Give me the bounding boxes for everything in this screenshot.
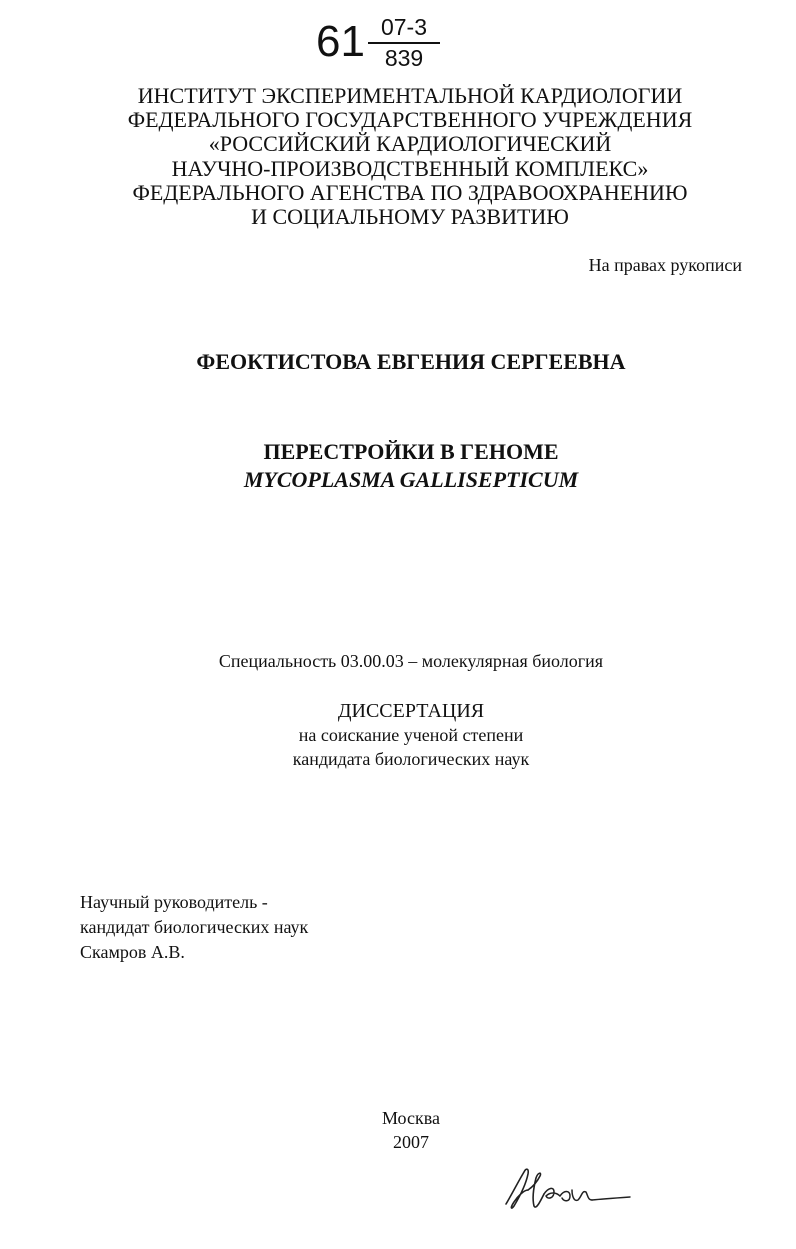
place-and-year bbox=[0, 1106, 796, 1154]
supervisor-name: Скамров А.В. bbox=[80, 942, 185, 962]
institution-line: ИНСТИТУТ ЭКСПЕРИМЕНТАЛЬНОЙ КАРДИОЛОГИИ bbox=[137, 83, 683, 108]
title-line: ПЕРЕСТРОЙКИ В ГЕНОМЕ bbox=[263, 439, 559, 464]
specialty: Специальность 03.00.03 – молекулярная биология bbox=[218, 651, 604, 671]
title-species-name: MYCOPLASMA GALLISEPTICUM bbox=[243, 467, 579, 492]
institution-line: «РОССИЙСКИЙ КАРДИОЛОГИЧЕСКИЙ bbox=[208, 131, 612, 157]
year: 2007 bbox=[393, 1132, 429, 1152]
institution-line: ФЕДЕРАЛЬНОГО АГЕНСТВА ПО ЗДРАВООХРАНЕНИЮ bbox=[132, 179, 688, 205]
dissertation-title bbox=[0, 438, 796, 494]
city: Москва bbox=[382, 1108, 440, 1128]
supervisor-block bbox=[80, 890, 308, 965]
institution-line: И СОЦИАЛЬНОМУ РАЗВИТИЮ bbox=[251, 204, 569, 230]
institution-line: ФЕДЕРАЛЬНОГО ГОСУДАРСТВЕННОГО УЧРЕЖДЕНИЯ bbox=[127, 107, 693, 133]
supervisor-degree: кандидат биологических наук bbox=[80, 917, 309, 937]
signature-icon bbox=[498, 1160, 634, 1216]
dissertation-degree-line: кандидата биологических наук bbox=[292, 749, 530, 769]
catalog-code-denominator: 839 bbox=[384, 45, 424, 71]
author-name: ФЕОКТИСТОВА ЕВГЕНИЯ СЕРГЕЕВНА bbox=[196, 349, 626, 374]
catalog-code-numerator: 07-3 bbox=[380, 14, 428, 40]
dissertation-heading: ДИССЕРТАЦИЯ bbox=[337, 700, 485, 722]
supervisor-role: Научный руководитель - bbox=[80, 892, 268, 912]
institution-line: НАУЧНО-ПРОИЗВОДСТВЕННЫЙ КОМПЛЕКС» bbox=[171, 155, 649, 181]
dissertation-degree-line: на соискание ученой степени bbox=[298, 725, 524, 745]
catalog-code-prefix: 61 bbox=[316, 17, 365, 66]
manuscript-rights-note: На правах рукописи bbox=[588, 255, 742, 275]
catalog-code-fraction-line bbox=[368, 42, 440, 44]
dissertation-block bbox=[0, 699, 796, 771]
institution-block bbox=[60, 84, 760, 229]
